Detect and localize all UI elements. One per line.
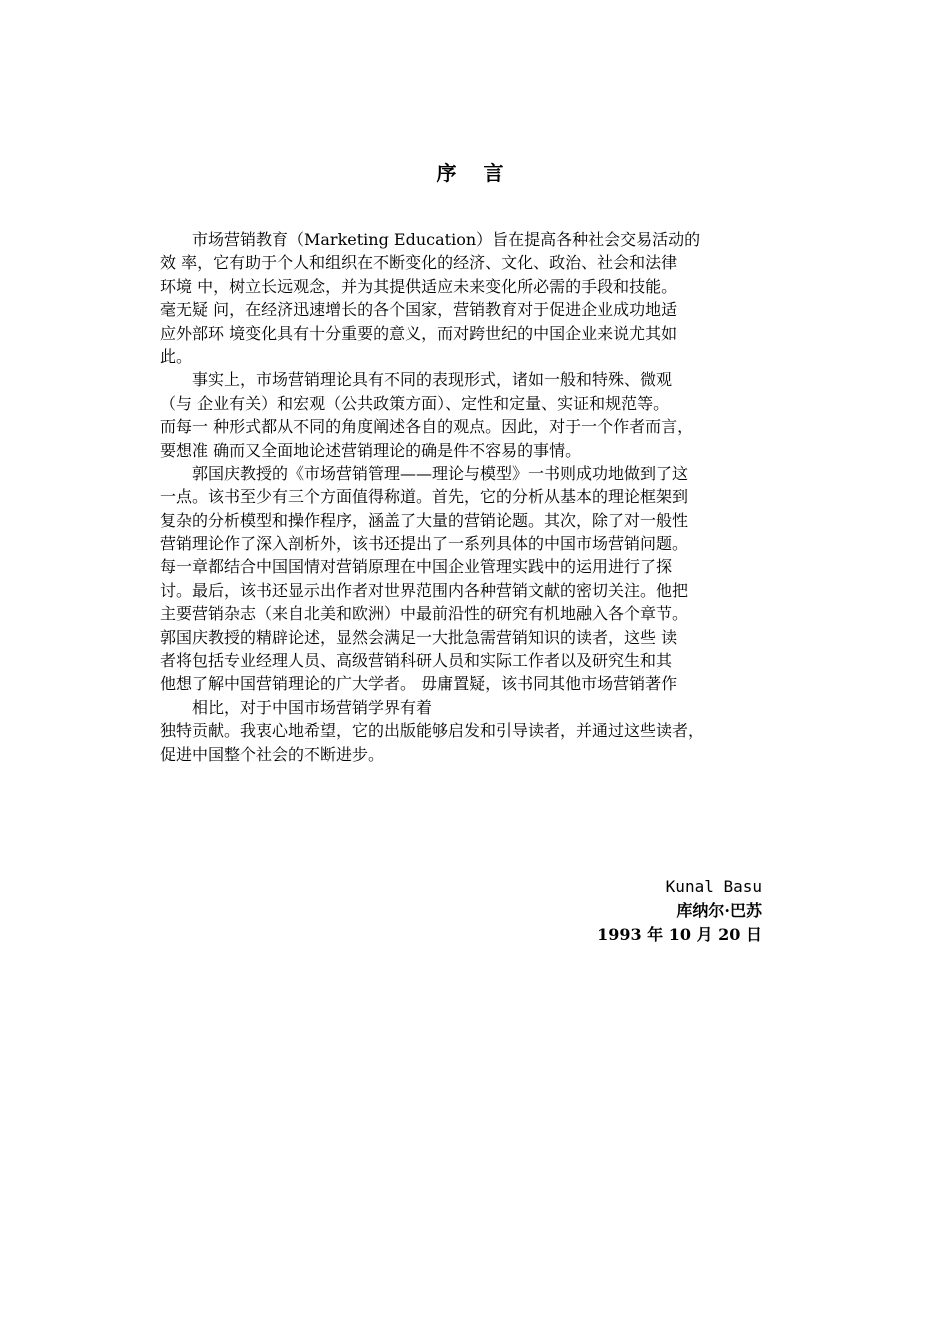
text-line: 者将包括专业经理人员、高级营销科研人员和实际工作者以及研究生和其 xyxy=(160,651,673,671)
text-line: 而每一 种形式都从不同的角度阐述各自的观点。因此，对于一个作者而言， xyxy=(160,417,694,437)
text-line: 复杂的分析模型和操作程序，涵盖了大量的营销论题。其次，除了对一般性 xyxy=(160,510,689,530)
signature-name-chinese: 库纳尔·巴苏 xyxy=(676,901,762,920)
text-line: 要想准 确而又全面地论述营销理论的确是件不容易的事情。 xyxy=(160,440,582,460)
signature-name-latin: Kunal Basu xyxy=(665,877,762,896)
text-line: 事实上，市场营销理论具有不同的表现形式，诸如一般和特殊、微观 xyxy=(160,370,673,390)
text-line: 此。 xyxy=(160,346,193,366)
text-line: 主要营销杂志（来自北美和欧洲）中最前沿性的研究有机地融入各个章节。 xyxy=(160,604,689,624)
text-line: 讨。最后，该书还显示出作者对世界范围内各种营销文献的密切关注。他把 xyxy=(160,580,689,600)
text-line: 效 率，它有助于个人和组织在不断变化的经济、文化、政治、社会和法律 xyxy=(160,253,678,273)
text-line: 独特贡献。我衷心地希望，它的出版能够启发和引导读者，并通过这些读者， xyxy=(160,721,705,741)
text-line: 营销理论作了深入剖析外，该书还提出了一系列具体的中国市场营销问题。 xyxy=(160,534,689,554)
preface-body xyxy=(160,228,800,766)
text-line: 应外部环 境变化具有十分重要的意义，而对跨世纪的中国企业来说尤其如 xyxy=(160,323,678,343)
text-line: 郭国庆教授的《市场营销管理——理论与模型》一书则成功地做到了这 xyxy=(160,463,689,483)
text-line: 一点。该书至少有三个方面值得称道。首先，它的分析从基本的理论框架到 xyxy=(160,487,689,507)
signature-block xyxy=(597,875,762,947)
text-line: （与 企业有关）和宏观（公共政策方面）、定性和定量、实证和规范等。 xyxy=(160,393,670,413)
text-line: 每一章都结合中国国情对营销原理在中国企业管理实践中的运用进行了探 xyxy=(160,557,673,577)
text-line: 毫无疑 问，在经济迅速增长的各个国家，营销教育对于促进企业成功地适 xyxy=(160,300,678,320)
signature-date: 1993 年 10 月 20 日 xyxy=(597,925,762,944)
text-line: 促进中国整个社会的不断进步。 xyxy=(160,744,385,764)
text-line: 环境 中，树立长远观念，并为其提供适应未来变化所必需的手段和技能。 xyxy=(160,276,678,296)
text-line: 郭国庆教授的精辟论述，显然会满足一大批急需营销知识的读者，这些 读 xyxy=(160,627,678,647)
text-line: 市场营销教育（Marketing Education）旨在提高各种社会交易活动的 xyxy=(160,230,701,249)
text-line: 他想了解中国营销理论的广大学者。 毋庸置疑，该书同其他市场营销著作 xyxy=(160,674,678,694)
text-line: 相比，对于中国市场营销学界有着 xyxy=(160,697,433,717)
page-title: 序 言 xyxy=(436,161,514,185)
